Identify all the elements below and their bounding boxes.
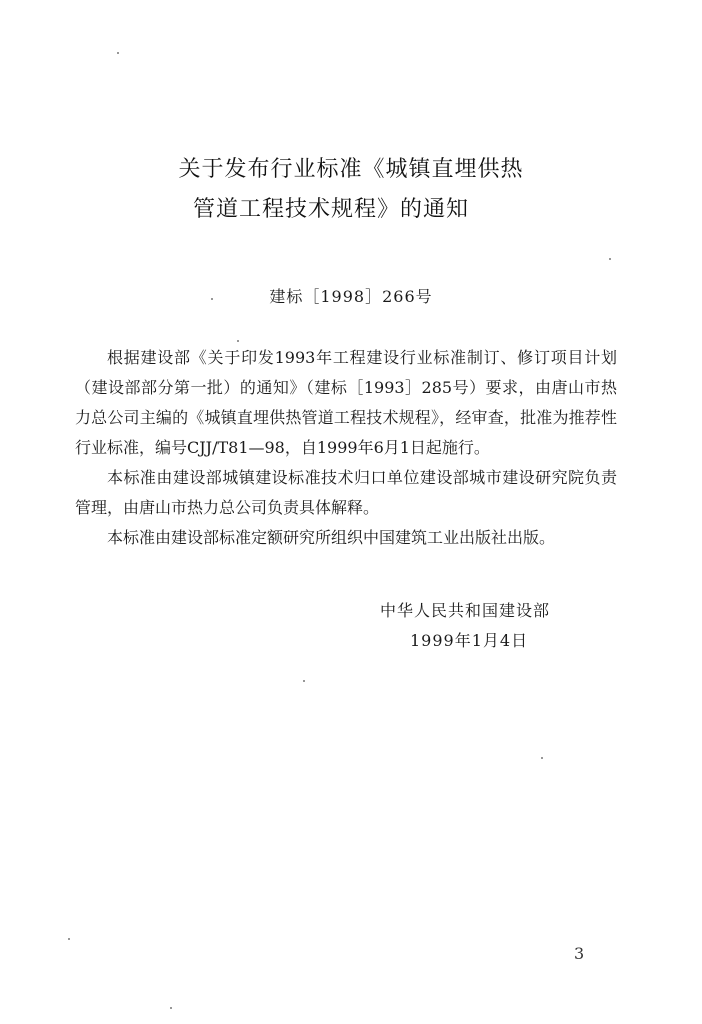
- paragraph-3: 本标准由建设部标准定额研究所组织中国建筑工业出版社出版。: [107, 528, 556, 547]
- scan-speck: [237, 340, 239, 342]
- scan-speck: [609, 258, 611, 260]
- scan-speck: [170, 1007, 172, 1009]
- page-number: 3: [574, 944, 585, 963]
- scan-speck: [541, 757, 543, 759]
- document-number: 建标［1998］266号: [269, 287, 433, 306]
- scan-speck: [68, 938, 70, 940]
- notice-body: [75, 343, 617, 553]
- paragraph-1: 根据建设部《关于印发1993年工程建设行业标准制订、修订项目计划（建设部部分第一批）的通知》（建标［1993］285号）要求，由唐山市热力总公司主编的《城镇直埋供热管道工程技术规程》，经审查，批准为推荐性行业标准，编号CJJ/T81—98，自1999年6月1日起施行。: [75, 348, 617, 457]
- issue-date: 1999年1月4日: [410, 631, 529, 650]
- issuing-authority: 中华人民共和国建设部: [380, 601, 551, 620]
- scan-speck: [303, 680, 305, 682]
- scan-speck: [211, 298, 213, 300]
- notice-title: [0, 150, 702, 230]
- scan-speck: [117, 52, 119, 54]
- paragraph-2: 本标准由建设部城镇建设标准技术归口单位建设部城市建设研究院负责管理，由唐山市热力总公司负责具体解释。: [75, 468, 617, 517]
- title-line-2: 管道工程技术规程》的通知: [192, 197, 469, 222]
- title-line-1: 关于发布行业标准《城镇直埋供热: [178, 157, 524, 182]
